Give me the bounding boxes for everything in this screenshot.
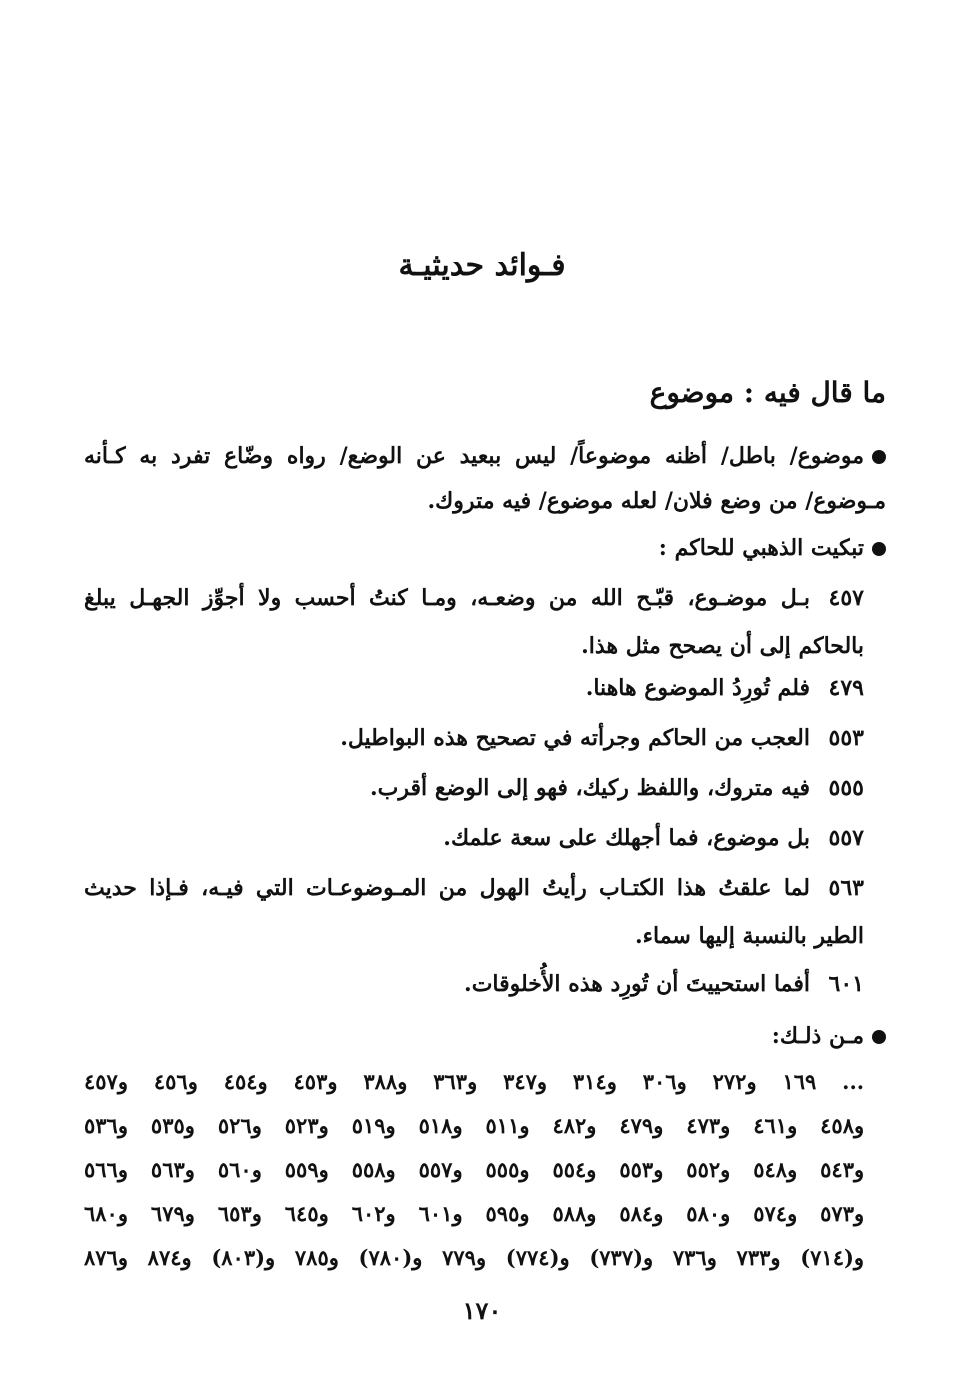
section-heading: ما قال فيه : موضوع [649,376,886,409]
entry-number: ٥٥٥ [828,775,864,801]
reference-line: و(٧١٤) و٧٣٣ و٧٣٦ و(٧٣٧) و(٧٧٤) و٧٧٩ و(٧٨٠) و٧٨٥ و(٨٠٣) و٨٧٤ و٨٧٦ [84,1245,865,1270]
entry-number: ٤٥٧ [828,585,864,611]
bullet-icon [872,450,886,464]
reference-line: و٥٤٣ و٥٤٨ و٥٥٢ و٥٥٣ و٥٥٤ و٥٥٥ و٥٥٧ و٥٥٨ و٥٥٩ و٥٦٠ و٥٦٣ و٥٦٦ [84,1157,865,1182]
reference-line: ... ١٦٩ و٢٧٢ و٣٠٦ و٣١٤ و٣٤٧ و٣٦٣ و٣٨٨ و٤٥٣ و٤٥٤ و٤٥٦ و٤٥٧ [84,1069,865,1094]
entry-text: العجب من الحاكم وجرأته في تصحيح هذه البواطيل. [340,725,810,751]
entry-563 [84,864,864,960]
page-title: فـوائد حديثيـة [398,248,566,283]
entry-text: بل موضوع، فما أجهلك على سعة علمك. [443,825,810,851]
entry-557 [84,814,864,862]
entry-457 [84,574,864,670]
bullet-item-terms [84,434,886,524]
entry-479 [84,664,864,712]
entry-text: فلم تُورِدُ الموضوع هاهنا. [585,675,810,701]
bullet-item-dhahabi [84,526,886,571]
reference-line: و٥٧٣ و٥٧٤ و٥٨٠ و٥٨٤ و٥٨٨ و٥٩٥ و٦٠١ و٦٠٢ و٦٤٥ و٦٥٣ و٦٧٩ و٦٨٠ [84,1201,865,1226]
entry-number: ٤٧٩ [828,675,864,701]
bullet-item-examples [84,1014,886,1059]
entry-601 [84,960,864,1008]
bullet-icon [872,1030,886,1044]
bullet-text: مـن ذلـك: [771,1023,864,1049]
entry-text: بـل موضـوع، قبّـح الله من وضعـه، ومـا كنتُ أحسب ولا أجوِّز الجهـل يبلغ بالحاكم إلى أن يصحح مثل هذا. [84,585,864,659]
bullet-icon [872,542,886,556]
entry-553 [84,714,864,762]
entry-text: أفما استحييتَ أن تُورِد هذه الأُخلوقات. [464,971,810,997]
bullet-text: موضوع/ باطل/ أظنه موضوعاً/ ليس ببعيد عن الوضع/ رواه وضّاع تفرد به كـأنه مـوضوع/ من وضع فلان/ لعله موضوع/ فيه متروك. [84,443,886,514]
bullet-text: تبكيت الذهبي للحاكم : [658,535,864,561]
reference-line: و٤٥٨ و٤٦١ و٤٧٣ و٤٧٩ و٤٨٢ و٥١١ و٥١٨ و٥١٩ و٥٢٣ و٥٢٦ و٥٣٥ و٥٣٦ [84,1113,865,1138]
entry-text: فيه متروك، واللفظ ركيك، فهو إلى الوضع أقرب. [370,775,810,801]
entry-number: ٥٥٧ [828,825,864,851]
page-number: ١٧٠ [462,1296,502,1325]
entry-text: لما علقتُ هذا الكتـاب رأيتُ الهول من المـوضوعـات التي فيـه، فـإذا حديث الطير بالنسبة إليها سماء. [84,875,864,949]
entry-555 [84,764,864,812]
reference-numbers [84,1060,864,1280]
entry-number: ٥٦٣ [828,875,864,901]
entry-number: ٥٥٣ [828,725,864,751]
entry-number: ٦٠١ [828,971,864,997]
